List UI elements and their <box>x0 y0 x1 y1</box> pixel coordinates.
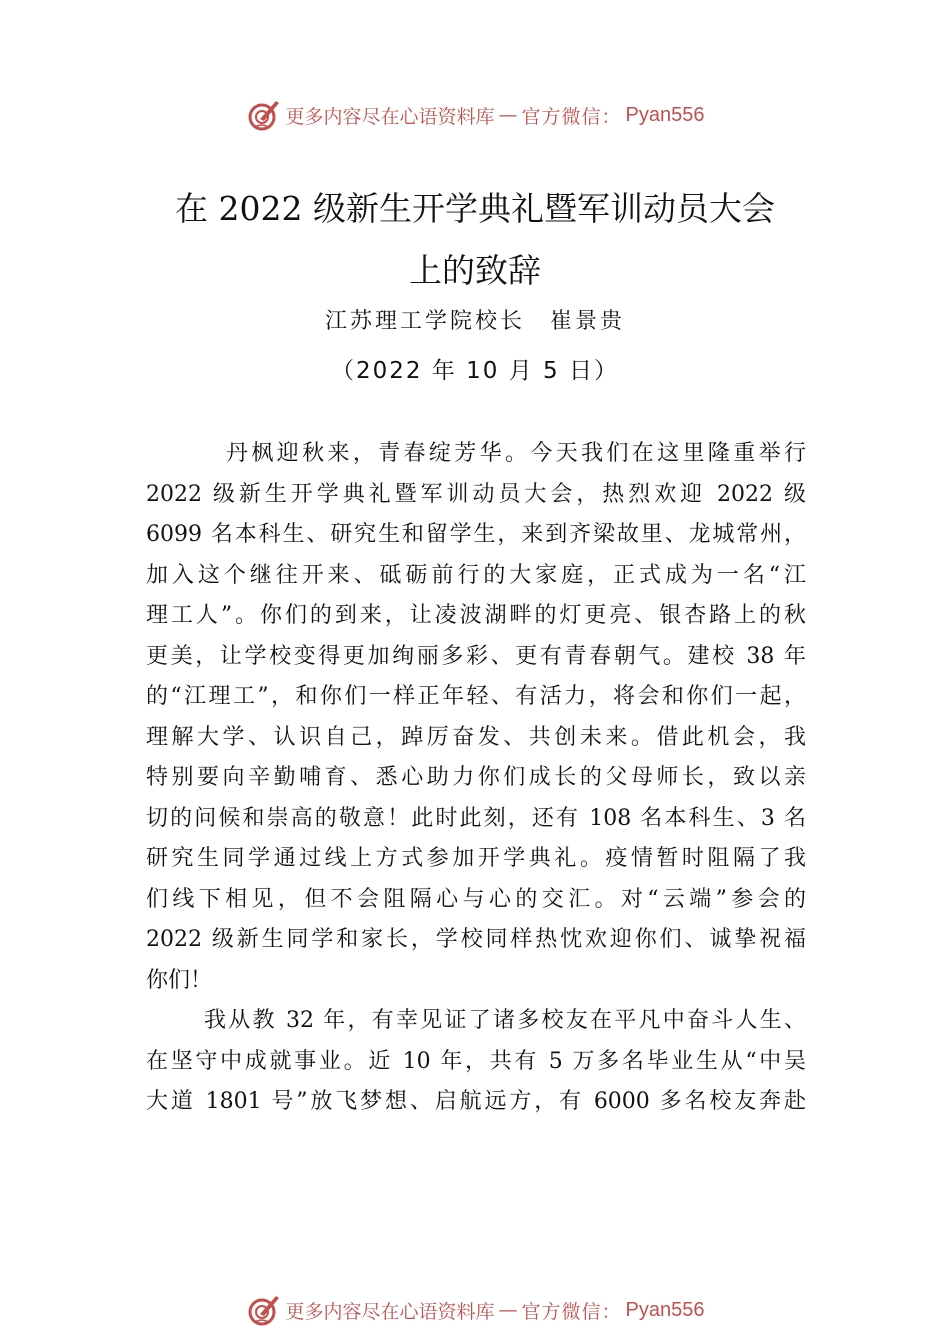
banner-wechat-label: 官方微信： <box>521 1300 622 1323</box>
banner-wechat-id: Pyan556 <box>625 103 705 126</box>
body-line: 理工人”。你们的到来，让凌波湖畔的灯更亮、银杏路上的秋 <box>146 603 806 628</box>
quill-seal-logo-icon <box>246 97 282 133</box>
body-line: 理解大学、认识自己，踔厉奋发、共创未来。借此机会，我 <box>146 724 806 750</box>
footer-banner <box>0 1290 950 1330</box>
title-line-1: 在 2022 级新生开学典礼暨军训动员大会 <box>175 189 775 228</box>
banner-wechat-id: Pyan556 <box>625 1298 705 1321</box>
header-banner <box>0 95 950 135</box>
body-line: 特别要向辛勤哺育、悉心助力你们成长的父母师长，致以亲 <box>146 765 806 790</box>
body-line: 研究生同学通过线上方式参加开学典礼。疫情暂时阻隔了我 <box>146 846 806 871</box>
body-line: 在坚守中成就事业。近 10 年，共有 5 万多名毕业生从“中吴 <box>146 1048 806 1074</box>
speech-body <box>146 434 806 1123</box>
body-line: 2022 级新生开学典礼暨军训动员大会，热烈欢迎 2022 级 <box>146 481 806 507</box>
body-line: 大道 1801 号”放飞梦想、启航远方，有 6000 多名校友奔赴 <box>146 1089 806 1114</box>
title-line-2: 上的致辞 <box>409 251 541 290</box>
body-line: 的“江理工”，和你们一样正年轻、有活力，将会和你们一起， <box>146 684 806 709</box>
body-line: 切的问候和崇高的敬意！此时此刻，还有 108 名本科生、3 名 <box>146 805 806 831</box>
body-line: 们线下相见，但不会阻隔心与心的交汇。对“云端”参会的 <box>146 886 806 912</box>
banner-separator: — <box>498 1299 518 1321</box>
body-line: 我从教 32 年，有幸见证了诸多校友在平凡中奋斗人生、 <box>204 1008 806 1033</box>
body-line: 更美，让学校变得更加绚丽多彩、更有青春朝气。建校 38 年 <box>146 643 806 669</box>
body-line: 6099 名本科生、研究生和留学生，来到齐梁故里、龙城常州， <box>146 522 806 547</box>
body-line: 你们！ <box>146 967 213 993</box>
banner-wechat-label: 官方微信： <box>521 105 622 128</box>
document-title <box>0 178 950 302</box>
body-line: 加入这个继往开来、砥砺前行的大家庭，正式成为一名“江 <box>146 562 806 588</box>
banner-brand-text: 更多内容尽在心语资料库 <box>285 1300 495 1323</box>
banner-separator: — <box>498 104 518 126</box>
body-line: 丹枫迎秋来，青春绽芳华。今天我们在这里隆重举行 <box>226 441 806 466</box>
body-line: 2022 级新生同学和家长，学校同样热忱欢迎你们、诚挚祝福 <box>146 927 806 952</box>
quill-seal-logo-icon <box>246 1292 282 1328</box>
date-line: （2022 年 10 月 5 日） <box>331 358 619 384</box>
author-line: 江苏理工学院校长 崔景贵 <box>324 309 625 334</box>
banner-brand-text: 更多内容尽在心语资料库 <box>285 105 495 128</box>
